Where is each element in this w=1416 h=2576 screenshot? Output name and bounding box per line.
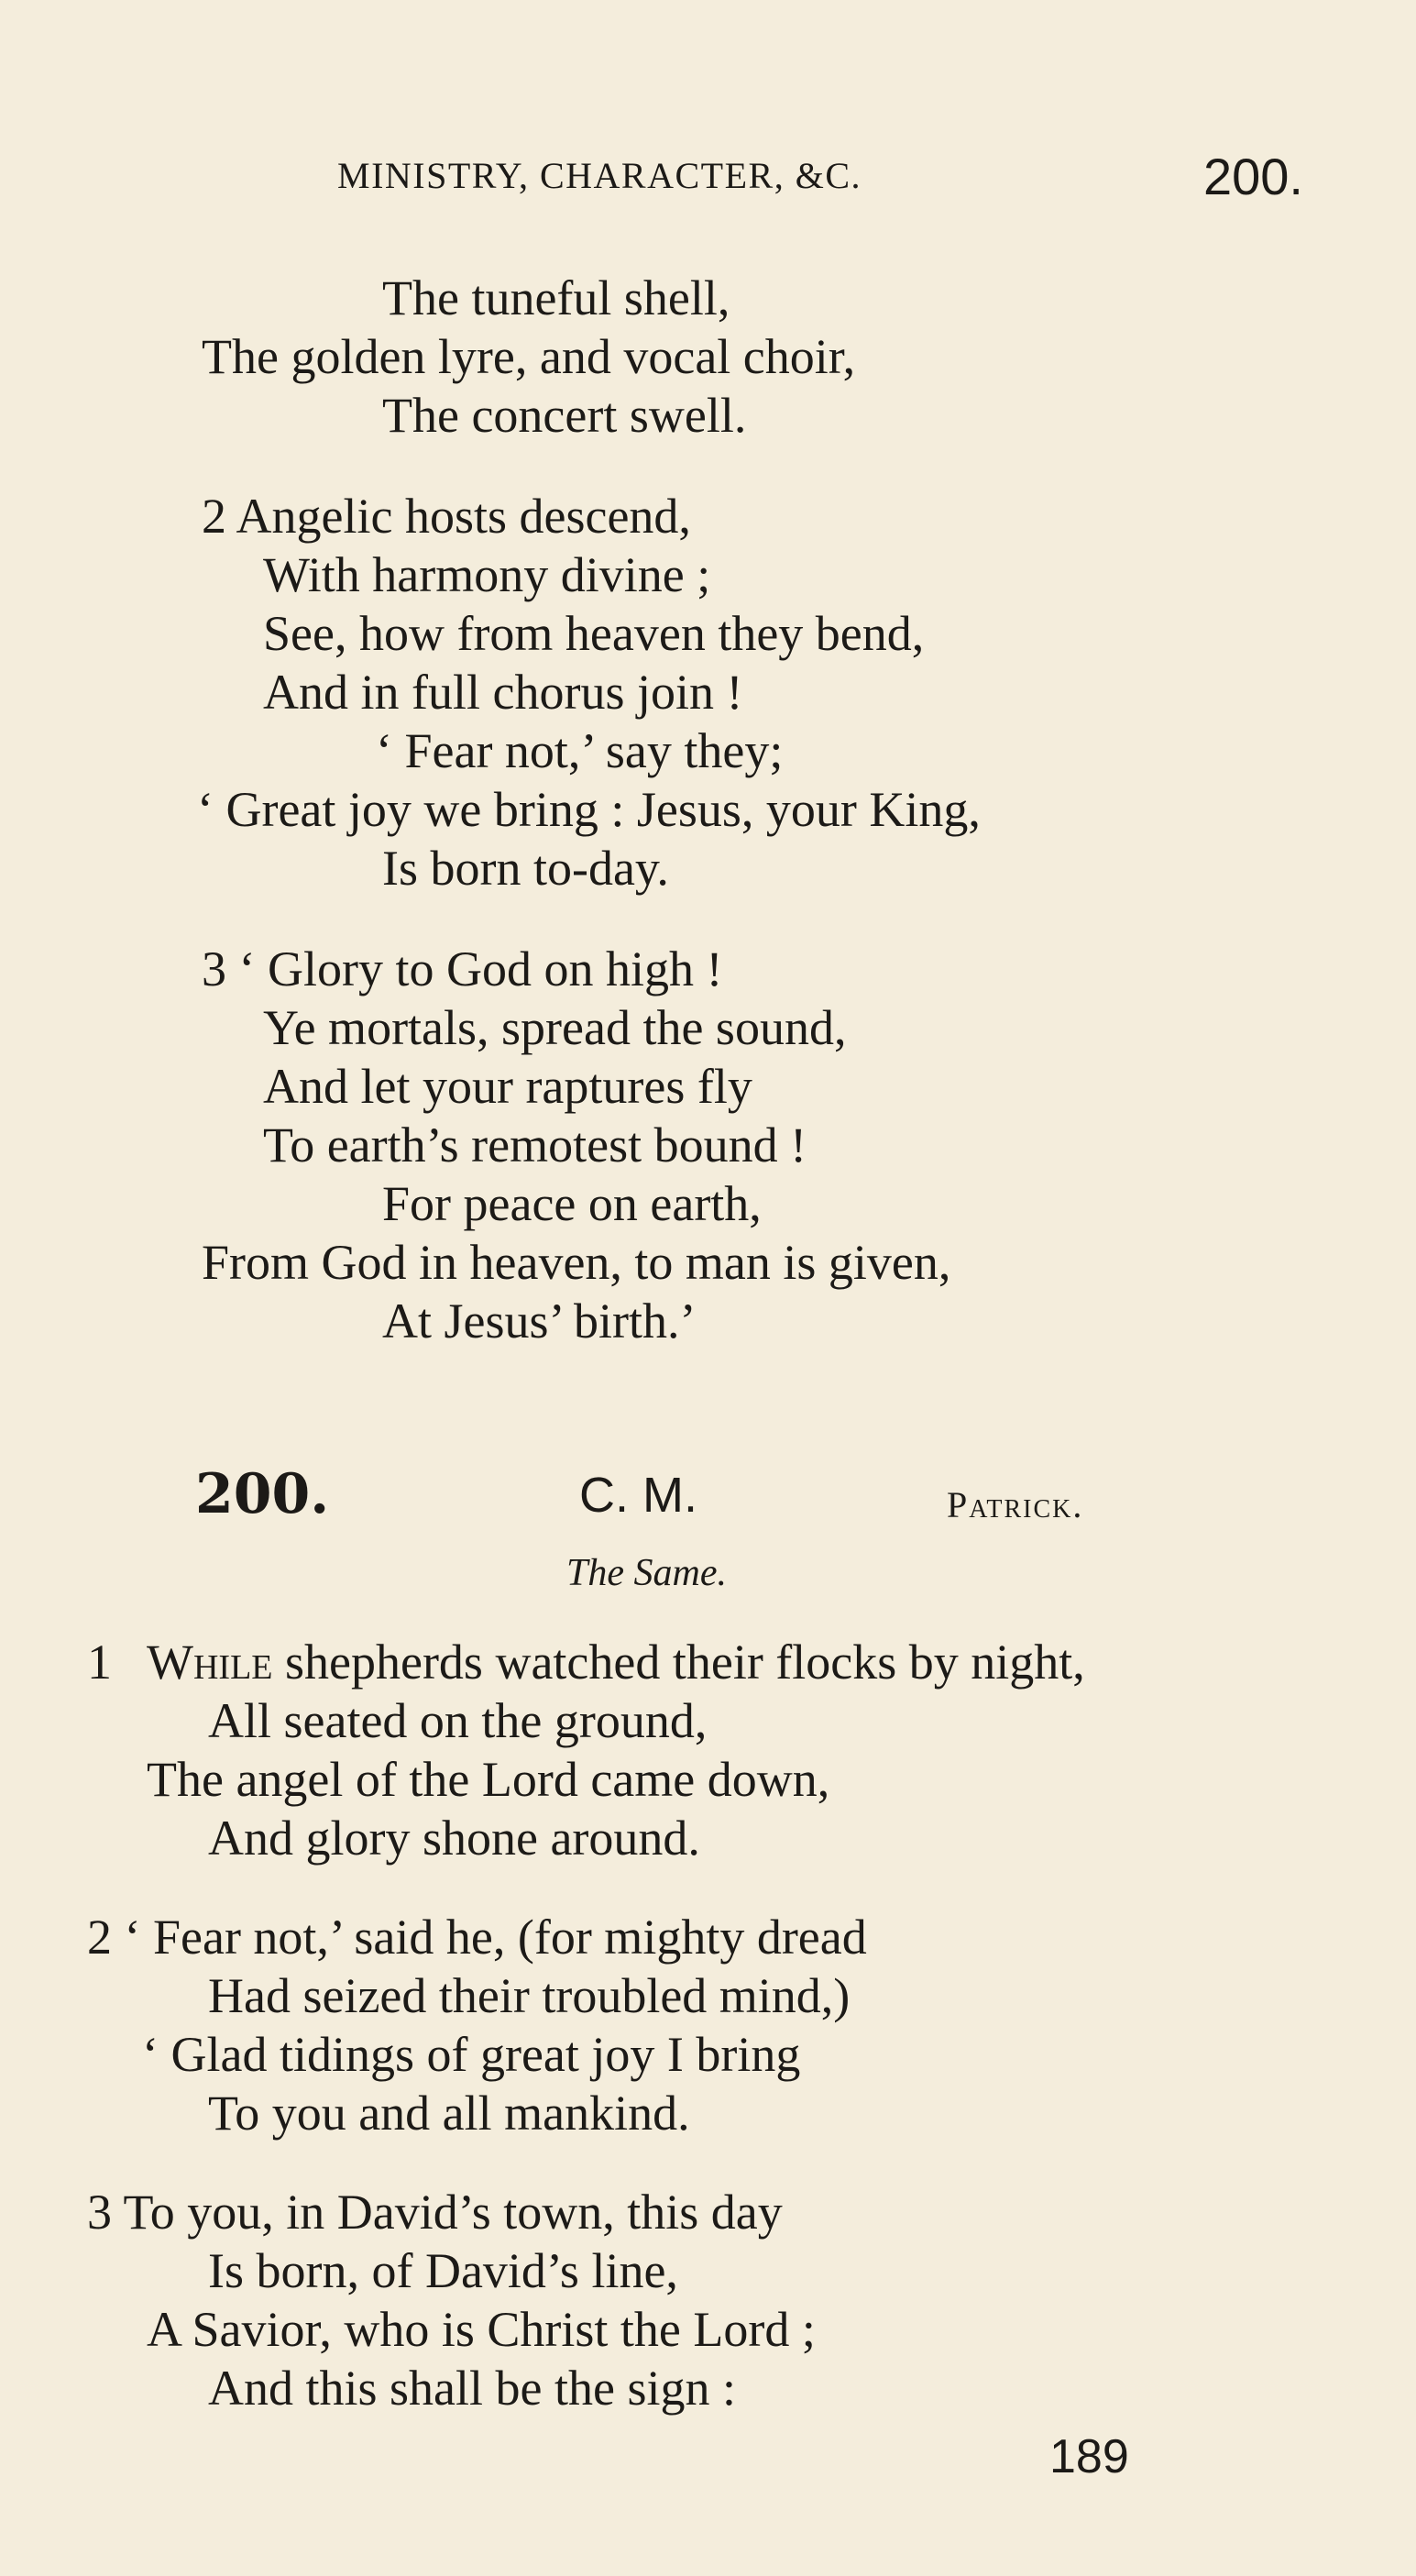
verse-line: 2 Angelic hosts descend, xyxy=(202,489,691,544)
drop-word-cap: W xyxy=(147,1635,193,1690)
verse-line: 3 ‘ Glory to God on high ! xyxy=(202,941,723,996)
verse-line: ‘ Great joy we bring : Jesus, your King, xyxy=(197,782,981,837)
verse-line: All seated on the ground, xyxy=(208,1693,708,1748)
verse-line: 3 To you, in David’s town, this day xyxy=(87,2185,783,2240)
verse-line-rest: shepherds watched their flocks by night, xyxy=(285,1635,1085,1690)
verse-line: To earth’s remotest bound ! xyxy=(263,1117,807,1172)
hymn-tune: Patrick. xyxy=(947,1484,1084,1525)
verse-line: ‘ Glad tidings of great joy I bring xyxy=(142,2027,801,2082)
hymn-subtitle: The Same. xyxy=(566,1552,727,1594)
page-number: 189 xyxy=(1049,2430,1129,2483)
verse-line: A Savior, who is Christ the Lord ; xyxy=(147,2302,816,2357)
running-head: MINISTRY, CHARACTER, &C. xyxy=(337,155,862,196)
verse-line: And let your raptures fly xyxy=(263,1059,752,1114)
stanza-number: 1 xyxy=(87,1635,112,1690)
verse-line: Is born to-day. xyxy=(382,841,669,896)
verse-line: Is born, of David’s line, xyxy=(208,2243,678,2298)
verse-line: The golden lyre, and vocal choir, xyxy=(202,329,856,384)
verse-line: At Jesus’ birth.’ xyxy=(382,1294,697,1349)
verse-line: And this shall be the sign : xyxy=(208,2361,736,2416)
verse-line: From God in heaven, to man is given, xyxy=(202,1235,951,1290)
drop-word-rest: hile xyxy=(192,1635,273,1690)
verse-line: And glory shone around. xyxy=(208,1811,700,1866)
verse-line: With harmony divine ; xyxy=(263,547,711,602)
verse-line: To you and all mankind. xyxy=(208,2086,690,2141)
hymn-meter: C. M. xyxy=(579,1468,697,1523)
verse-first-line xyxy=(147,1635,1085,1690)
verse-line: 2 ‘ Fear not,’ said he, (for mighty dread xyxy=(87,1910,867,1965)
header-hymn-number: 200. xyxy=(1203,148,1303,205)
verse-line: See, how from heaven they bend, xyxy=(263,606,925,661)
verse-line: Ye mortals, spread the sound, xyxy=(263,1000,847,1055)
verse-line: Had seized their troubled mind,) xyxy=(208,1968,851,2023)
verse-line: The tuneful shell, xyxy=(382,270,730,325)
hymn-number: 200. xyxy=(195,1462,330,1526)
verse-line: The concert swell. xyxy=(382,388,747,443)
verse-line: For peace on earth, xyxy=(382,1176,762,1231)
verse-line: The angel of the Lord came down, xyxy=(147,1752,830,1807)
verse-line: ‘ Fear not,’ say they; xyxy=(376,723,784,778)
verse-line: And in full chorus join ! xyxy=(263,665,743,720)
